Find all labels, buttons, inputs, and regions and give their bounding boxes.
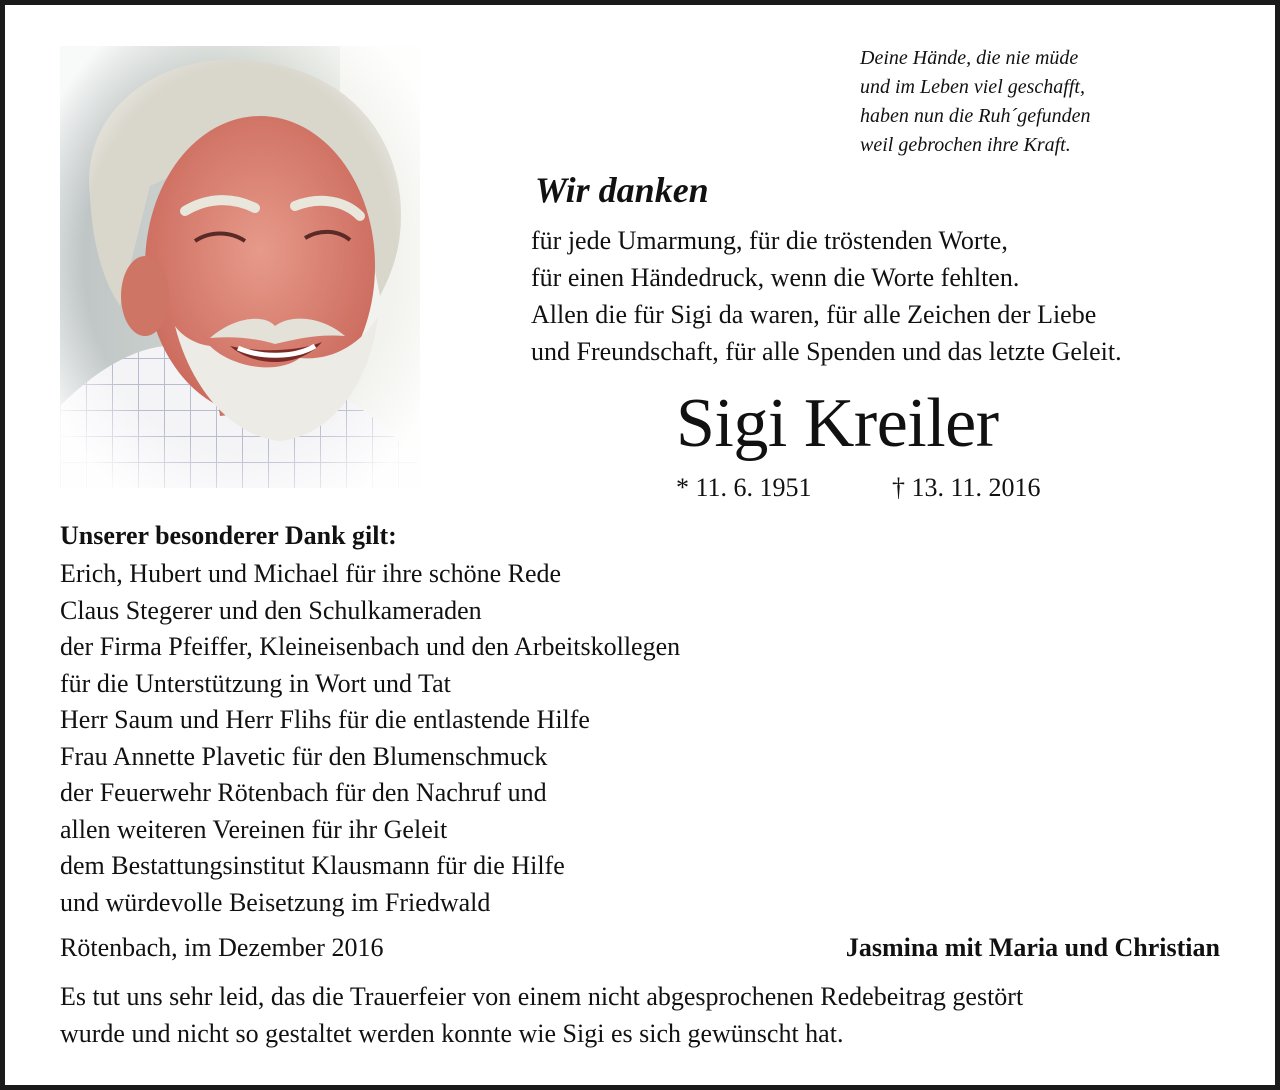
poem-line: Deine Hände, die nie müde [860,47,1079,69]
list-item: der Feuerwehr Rötenbach für den Nachruf und [60,778,547,807]
birth-date: * 11. 6. 1951 [676,473,812,502]
thanks-line: für jede Umarmung, für die tröstenden Worte, [531,226,1008,255]
list-item: Frau Annette Plavetic für den Blumenschmuck [60,741,548,771]
list-item: der Firma Pfeiffer, Kleineisenbach und den Arbeitskollegen [60,632,681,661]
life-dates [676,470,1041,506]
poem-line: weil gebrochen ihre Kraft. [860,134,1071,156]
list-item: und würdevolle Beisetzung im Friedwald [60,887,491,917]
list-item: dem Bestattungsinstitut Klausmann für die Hilfe [60,851,565,880]
list-item: Erich, Hubert und Michael für ihre schöne Rede [60,559,562,588]
thanks-line: Allen die für Sigi da waren, für alle Zeichen der Liebe [531,300,1097,329]
thanks-line: und Freundschaft, für alle Spenden und das letzte Geleit. [531,337,1122,366]
note-line: Es tut uns sehr leid, das die Trauerfeier von einem nicht abgesprochenen Redebeitrag gestört [60,982,1024,1011]
poem-line: haben nun die Ruh´gefunden [860,105,1091,127]
deceased-name: Sigi Kreiler [676,385,999,462]
list-item: Claus Stegerer und den Schulkameraden [60,595,482,625]
apology-note [60,978,1220,1052]
signed-by: Jasmina mit Maria und Christian [845,933,1220,962]
special-thanks-title: Unserer besonderer Dank gilt: [60,521,397,550]
special-thanks-list [60,556,680,921]
list-item: Herr Saum und Herr Flihs für die entlastende Hilfe [60,705,590,734]
poem [860,44,1091,160]
thanks-heading: Wir danken [535,170,709,210]
thanks-line: für einen Händedruck, wenn die Worte fehlten. [531,263,1020,292]
thanks-text [531,222,1122,370]
portrait-illustration [60,46,420,488]
death-date: † 13. 11. 2016 [892,473,1041,502]
list-item: für die Unterstützung in Wort und Tat [60,668,451,698]
poem-line: und im Leben viel geschafft, [860,76,1085,98]
list-item: allen weiteren Vereinen für ihr Geleit [60,814,448,844]
note-line: wurde und nicht so gestaltet werden konnte wie Sigi es sich gewünscht hat. [60,1019,844,1048]
place-date: Rötenbach, im Dezember 2016 [60,933,384,962]
portrait-photo [60,46,420,488]
